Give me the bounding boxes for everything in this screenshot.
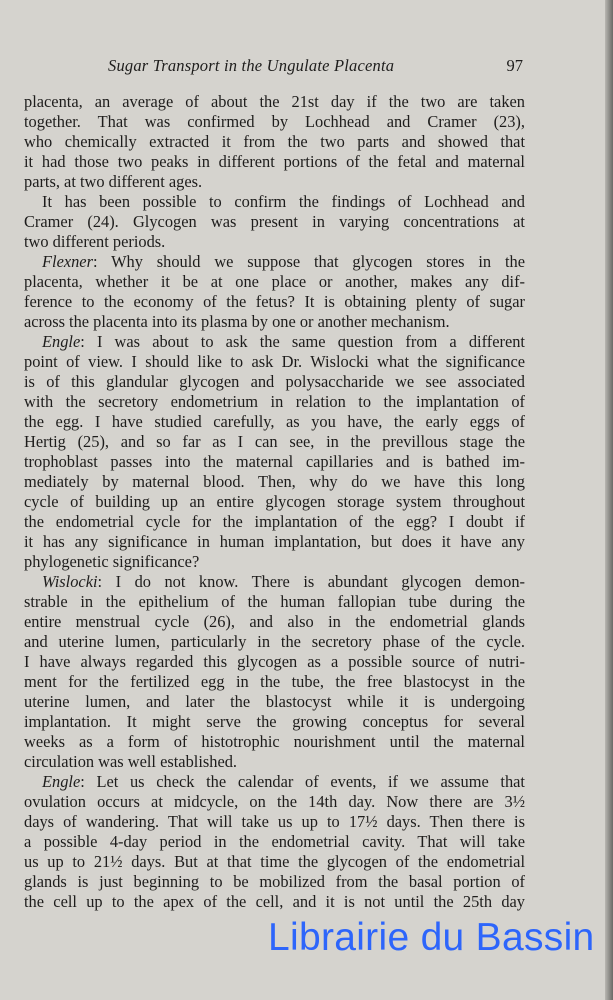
line-text: who chemically extracted it from the two parts and showed that bbox=[24, 132, 525, 151]
line-text: It has been possible to confirm the findings of Lochhead and bbox=[42, 192, 525, 211]
text-line bbox=[24, 212, 525, 232]
text-line bbox=[24, 232, 525, 252]
text-line bbox=[24, 452, 525, 472]
paragraph bbox=[24, 572, 525, 772]
text-line bbox=[24, 712, 525, 732]
line-text: weeks as a form of histotrophic nourishment until the maternal bbox=[24, 732, 525, 751]
speaker-name: Engle bbox=[42, 772, 81, 791]
line-text: placenta, an average of about the 21st day if the two are taken bbox=[24, 92, 525, 111]
line-text: circulation was well established. bbox=[24, 752, 238, 771]
text-line bbox=[24, 532, 525, 552]
line-text: implantation. It might serve the growing conceptus for several bbox=[24, 712, 525, 731]
line-text: across the placenta into its plasma by one or another mechanism. bbox=[24, 312, 450, 331]
text-line bbox=[24, 332, 525, 352]
text-line bbox=[24, 892, 525, 912]
text-line bbox=[24, 732, 525, 752]
page-edge bbox=[605, 0, 613, 1000]
text-line bbox=[24, 112, 525, 132]
line-text: the cell up to the apex of the cell, and it is not until the 25th day bbox=[24, 892, 525, 911]
page-number: 97 bbox=[506, 56, 523, 75]
paragraph bbox=[24, 332, 525, 572]
line-text: the egg. I have studied carefully, as you have, the early eggs of bbox=[24, 412, 525, 431]
line-text: with the secretory endometrium in relation to the implantation of bbox=[24, 392, 525, 411]
line-text: trophoblast passes into the maternal capillaries and is bathed im- bbox=[24, 452, 525, 471]
line-text: : I was about to ask the same question from a different bbox=[80, 332, 525, 351]
text-line bbox=[24, 372, 525, 392]
text-line bbox=[24, 552, 525, 572]
line-text: mediately by maternal blood. Then, why do we have this long bbox=[24, 472, 525, 491]
line-text: ference to the economy of the fetus? It is obtaining plenty of sugar bbox=[24, 292, 525, 311]
text-line bbox=[24, 752, 525, 772]
watermark: Librairie du Bassin bbox=[268, 916, 595, 959]
line-text: ovulation occurs at midcycle, on the 14th day. Now there are 3½ bbox=[24, 792, 525, 811]
text-line bbox=[24, 392, 525, 412]
line-text: placenta, whether it be at one place or another, makes any dif- bbox=[24, 272, 525, 291]
line-text: two different periods. bbox=[24, 232, 166, 251]
text-line bbox=[24, 612, 525, 632]
text-line bbox=[24, 692, 525, 712]
text-line bbox=[24, 772, 525, 792]
line-text: days of wandering. That will take us up to 17½ days. Then there is bbox=[24, 812, 525, 831]
text-line bbox=[24, 492, 525, 512]
line-text: is of this glandular glycogen and polysaccharide we see associated bbox=[24, 372, 525, 391]
speaker-name: Wislocki bbox=[42, 572, 98, 591]
running-title: Sugar Transport in the Ungulate Placenta bbox=[108, 56, 395, 75]
line-text: it had those two peaks in different portions of the fetal and maternal bbox=[24, 152, 525, 171]
line-text: cycle of building up an entire glycogen storage system throughout bbox=[24, 492, 525, 511]
line-text: Cramer (24). Glycogen was present in varying concentrations at bbox=[24, 212, 525, 231]
text-line bbox=[24, 352, 525, 372]
text-line bbox=[24, 812, 525, 832]
paragraph bbox=[24, 92, 525, 192]
line-text: phylogenetic significance? bbox=[24, 552, 200, 571]
text-line bbox=[24, 632, 525, 652]
line-text: parts, at two different ages. bbox=[24, 172, 203, 191]
text-line bbox=[24, 792, 525, 812]
text-line bbox=[24, 852, 525, 872]
text-line bbox=[24, 272, 525, 292]
line-text: a possible 4-day period in the endometrial cavity. That will take bbox=[24, 832, 525, 851]
text-line bbox=[24, 172, 525, 192]
text-line bbox=[24, 572, 525, 592]
text-line bbox=[24, 652, 525, 672]
text-line bbox=[24, 192, 525, 212]
text-line bbox=[24, 472, 525, 492]
text-line bbox=[24, 672, 525, 692]
running-header bbox=[24, 56, 525, 78]
line-text: it has any significance in human implantation, but does it have any bbox=[24, 532, 525, 551]
speaker-name: Flexner bbox=[42, 252, 93, 271]
paragraph bbox=[24, 252, 525, 332]
line-text: uterine lumen, and later the blastocyst while it is undergoing bbox=[24, 692, 525, 711]
text-line bbox=[24, 312, 525, 332]
line-text: : I do not know. There is abundant glycogen demon- bbox=[97, 572, 525, 591]
text-line bbox=[24, 592, 525, 612]
speaker-name: Engle bbox=[42, 332, 81, 351]
text-line bbox=[24, 92, 525, 112]
line-text: point of view. I should like to ask Dr. Wislocki what the significance bbox=[24, 352, 525, 371]
line-text: strable in the epithelium of the human fallopian tube during the bbox=[24, 592, 525, 611]
page-body bbox=[24, 92, 525, 912]
line-text: and uterine lumen, particularly in the secretory phase of the cycle. bbox=[24, 632, 525, 651]
paragraph bbox=[24, 772, 525, 912]
line-text: the endometrial cycle for the implantation of the egg? I doubt if bbox=[24, 512, 525, 531]
paragraph bbox=[24, 192, 525, 252]
line-text: : Why should we suppose that glycogen stores in the bbox=[92, 252, 525, 271]
line-text: Hertig (25), and so far as I can see, in the previllous stage the bbox=[24, 432, 525, 451]
text-line bbox=[24, 872, 525, 892]
text-line bbox=[24, 152, 525, 172]
text-line bbox=[24, 252, 525, 272]
text-line bbox=[24, 132, 525, 152]
text-line bbox=[24, 412, 525, 432]
line-text: us up to 21½ days. But at that time the glycogen of the endometrial bbox=[24, 852, 525, 871]
line-text: entire menstrual cycle (26), and also in the endometrial glands bbox=[24, 612, 525, 631]
line-text: : Let us check the calendar of events, if we assume that bbox=[80, 772, 525, 791]
line-text: together. That was confirmed by Lochhead and Cramer (23), bbox=[24, 112, 525, 131]
line-text: I have always regarded this glycogen as a possible source of nutri- bbox=[24, 652, 525, 671]
line-text: ment for the fertilized egg in the tube, the free blastocyst in the bbox=[24, 672, 525, 691]
text-line bbox=[24, 832, 525, 852]
text-line bbox=[24, 512, 525, 532]
text-line bbox=[24, 432, 525, 452]
text-line bbox=[24, 292, 525, 312]
line-text: glands is just beginning to be mobilized from the basal portion of bbox=[24, 872, 525, 891]
